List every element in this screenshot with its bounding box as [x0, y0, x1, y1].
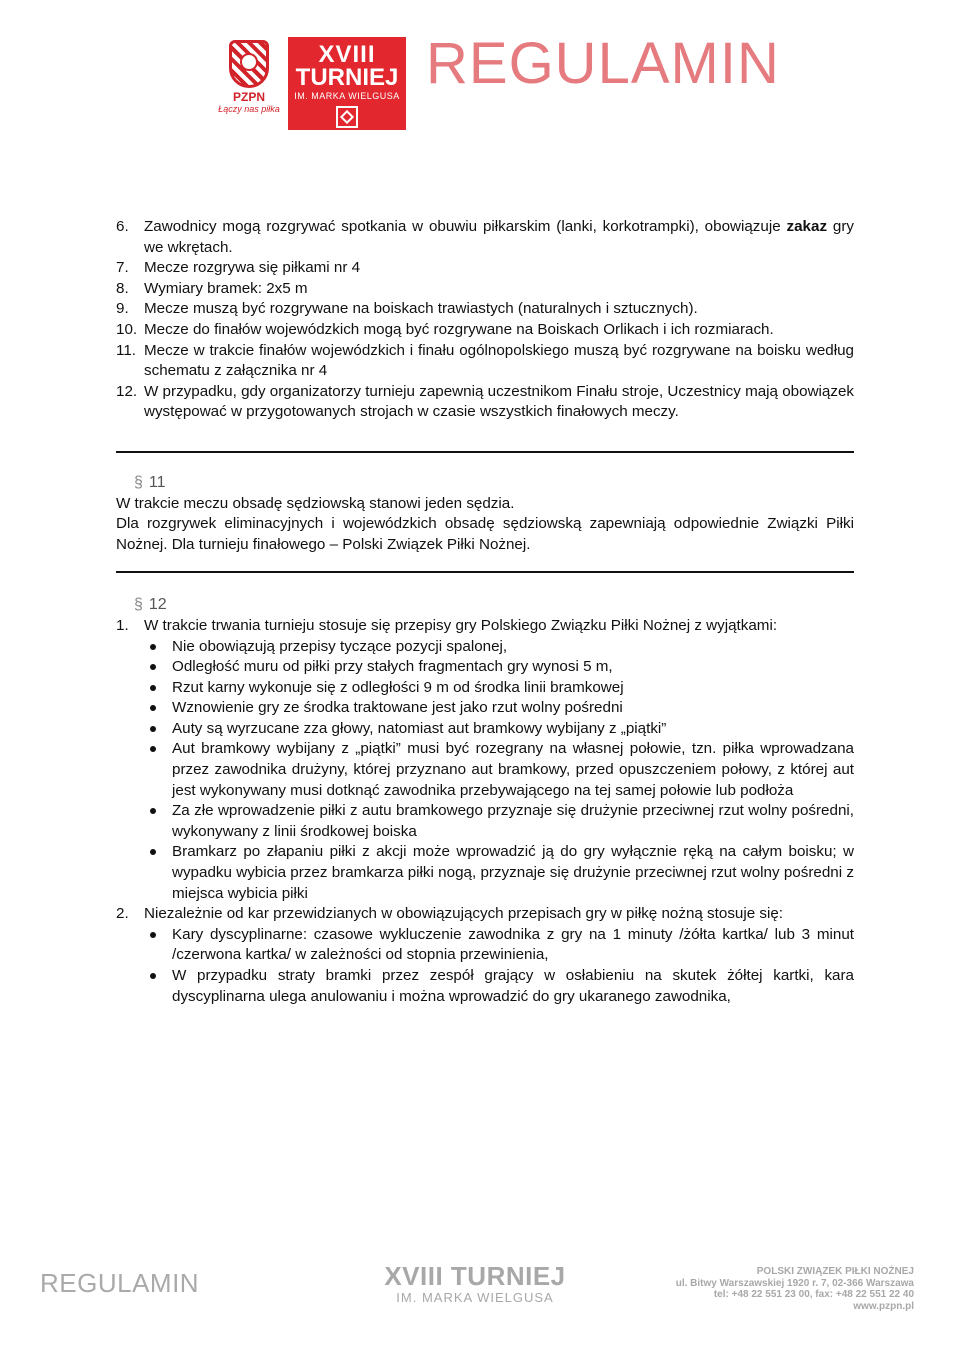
- bullet-icon: [144, 637, 172, 658]
- pzpn-logo: [218, 40, 280, 126]
- list-item-text: Zawodnicy mogą rozgrywać spotkania w obuwiu piłkarskim (lanki, korkotrampki), obowiązuje zakaz gry we wkrętach.: [144, 218, 854, 256]
- tournament-emblem-icon: [336, 106, 358, 128]
- list-item-number: 12.: [116, 382, 138, 400]
- list-item: [116, 616, 854, 637]
- list-item: [116, 217, 854, 258]
- list-item-text: Niezależnie od kar przewidzianych w obowiązujących przepisach gry w piłkę nożną stosuje się:: [144, 905, 784, 923]
- bullet-text: W przypadku straty bramki przez zespół grający w osłabieniu na skutek żółtej kartki, kara dyscyplinarna ulega anulowaniu i można wprowadzić do gry ukaranego zawodnika,: [172, 967, 854, 1005]
- footer-address: ul. Bitwy Warszawskiej 1920 r. 7, 02-366 Warszawa: [675, 1277, 914, 1289]
- footer-website: www.pzpn.pl: [853, 1300, 914, 1312]
- bullet-icon: [144, 657, 172, 678]
- tournament-logo-line1: XVIII: [318, 41, 376, 68]
- list-item: [116, 299, 854, 320]
- footer-tournament-line2: IM. MARKA WIELGUSA: [396, 1290, 554, 1305]
- list-item-text: Wymiary bramek: 2x5 m: [144, 279, 308, 297]
- bullet-item: [144, 966, 854, 1007]
- footer-org-name: POLSKI ZWIĄZEK PIŁKI NOŻNEJ: [756, 1266, 914, 1277]
- list-item: [116, 904, 854, 925]
- bullet-item: [144, 739, 854, 801]
- list-item-text: Mecze muszą być rozgrywane na boiskach trawiastych (naturalnych i sztucznych).: [144, 300, 698, 318]
- list-item-number: 9.: [116, 300, 129, 318]
- bullet-item: [144, 678, 854, 699]
- header-title: REGULAMIN: [426, 31, 780, 96]
- bullet-text: Za złe wprowadzenie piłki z autu bramkowego przyznaje się drużynie przeciwnej rzut wolny pośredni, wykonywany z linii środkowej boiska: [172, 802, 854, 840]
- bullet-text: Kary dyscyplinarne: czasowe wykluczenie zawodnika z gry na 1 minuty /żółta kartka/ lub 3 minut /czerwona kartka/ w zależności od stopnia przewinienia,: [172, 925, 854, 964]
- footer-title: REGULAMIN: [40, 1268, 200, 1298]
- list-item-number: 11.: [116, 341, 136, 359]
- bullet-text: Auty są wyrzucane zza głowy, natomiast aut bramkowy wybijany z „piątki”: [172, 719, 667, 737]
- bullet-item: [144, 698, 854, 719]
- tournament-logo: [288, 37, 406, 130]
- bullet-text: Nie obowiązują przepisy tyczące pozycji spalonej,: [172, 637, 508, 655]
- bullet-text: Bramkarz po złapaniu piłki z akcji może wprowadzić ją do gry wyłącznie ręką na całym boisku; w wypadku wybicia przez bramkarza piłki nogą, przyznaje się drużynie przeciwnej rzut wolny pośredni z miejsca wybicia piłki: [172, 843, 854, 902]
- list-item-number: 1.: [116, 616, 129, 634]
- bullet-item: [144, 719, 854, 740]
- list-item-number: 8.: [116, 279, 129, 297]
- tournament-logo-line3: IM. MARKA WIELGUSA: [294, 91, 400, 101]
- section-heading-11: § 11: [134, 473, 166, 491]
- list-item-number: 6.: [116, 218, 129, 235]
- bullet-text: Wznowienie gry ze środka traktowane jest jako rzut wolny pośredni: [172, 699, 623, 717]
- bullet-item: [144, 925, 854, 966]
- bullet-item: [144, 657, 854, 678]
- bullet-item: [144, 801, 854, 842]
- list-item: [116, 320, 854, 341]
- list-item-number: 7.: [116, 259, 129, 277]
- bullet-icon: [144, 739, 172, 801]
- list-item: [116, 382, 854, 423]
- bullet-icon: [144, 842, 172, 904]
- bullet-icon: [144, 698, 172, 719]
- pzpn-logo-text: PZPN: [232, 90, 265, 104]
- list-item-text: Mecze w trakcie finałów wojewódzkich i finału ogólnopolskiego muszą być rozgrywane na boisku według schematu z załącznika nr 4: [144, 341, 854, 380]
- footer-contact: [668, 1266, 914, 1312]
- bullet-item: [144, 842, 854, 904]
- list-item-text: Mecze do finałów wojewódzkich mogą być rozgrywane na Boiskach Orlikach i ich rozmiarach.: [144, 320, 774, 338]
- bullet-icon: [144, 966, 172, 1007]
- list-item-text: W trakcie trwania turnieju stosuje się przepisy gry Polskiego Związku Piłki Nożnej z wyjątkami:: [144, 616, 778, 634]
- list-item-text: W przypadku, gdy organizatorzy turnieju zapewnią uczestnikom Finału stroje, Uczestnicy mają obowiązek występować w przygotowanych strojach w czasie wszystkich finałowych meczy.: [144, 382, 854, 421]
- list-item: [116, 258, 854, 279]
- bullet-text: Odległość muru od piłki przy stałych fragmentach gry wynosi 5 m,: [172, 658, 613, 676]
- pzpn-emblem-icon: [229, 40, 269, 88]
- bullet-icon: [144, 801, 172, 842]
- list-item: [116, 279, 854, 300]
- list-item-text: Mecze rozgrywa się piłkami nr 4: [144, 259, 361, 277]
- list-item-number: 10.: [116, 320, 138, 338]
- tournament-logo-line2: TURNIEJ: [295, 64, 399, 91]
- pzpn-slogan: Łączy nas piłka: [218, 104, 280, 114]
- bullet-icon: [144, 719, 172, 740]
- bullet-icon: [144, 925, 172, 966]
- bullet-text: Aut bramkowy wybijany z „piątki” musi być rozegrany na własnej połowie, tzn. piłka wprowadzana przez zawodnika drużyny, której przyznano aut bramkowy, przed opuszczeniem połowy, z której aut jest wykonywany musi dotknąć zawodnika przebywającego na tej samej połowie lub podłoża: [172, 740, 854, 799]
- document-body: [116, 217, 854, 1007]
- bullet-icon: [144, 678, 172, 699]
- bullet-text: Rzut karny wykonuje się z odległości 9 m od środka linii bramkowej: [172, 678, 624, 696]
- footer-tournament-line1: XVIII TURNIEJ: [384, 1261, 566, 1291]
- bullet-item: [144, 637, 854, 658]
- footer-tournament-logo: [355, 1262, 595, 1305]
- list-item: [116, 341, 854, 382]
- section-11-paragraph-2: Dla rozgrywek eliminacyjnych i wojewódzkich obsadę sędziowską zapewniają odpowiednie Związki Piłki Nożnej. Dla turnieju finałowego – Polski Związek Piłki Nożnej.: [116, 515, 854, 553]
- footer-phone: tel: +48 22 551 23 00, fax: +48 22 551 22 40: [713, 1289, 914, 1300]
- list-item-number: 2.: [116, 905, 129, 923]
- section-11-paragraph-1: W trakcie meczu obsadę sędziowską stanowi jeden sędzia.: [116, 494, 515, 512]
- section-heading-12: § 12: [134, 596, 167, 614]
